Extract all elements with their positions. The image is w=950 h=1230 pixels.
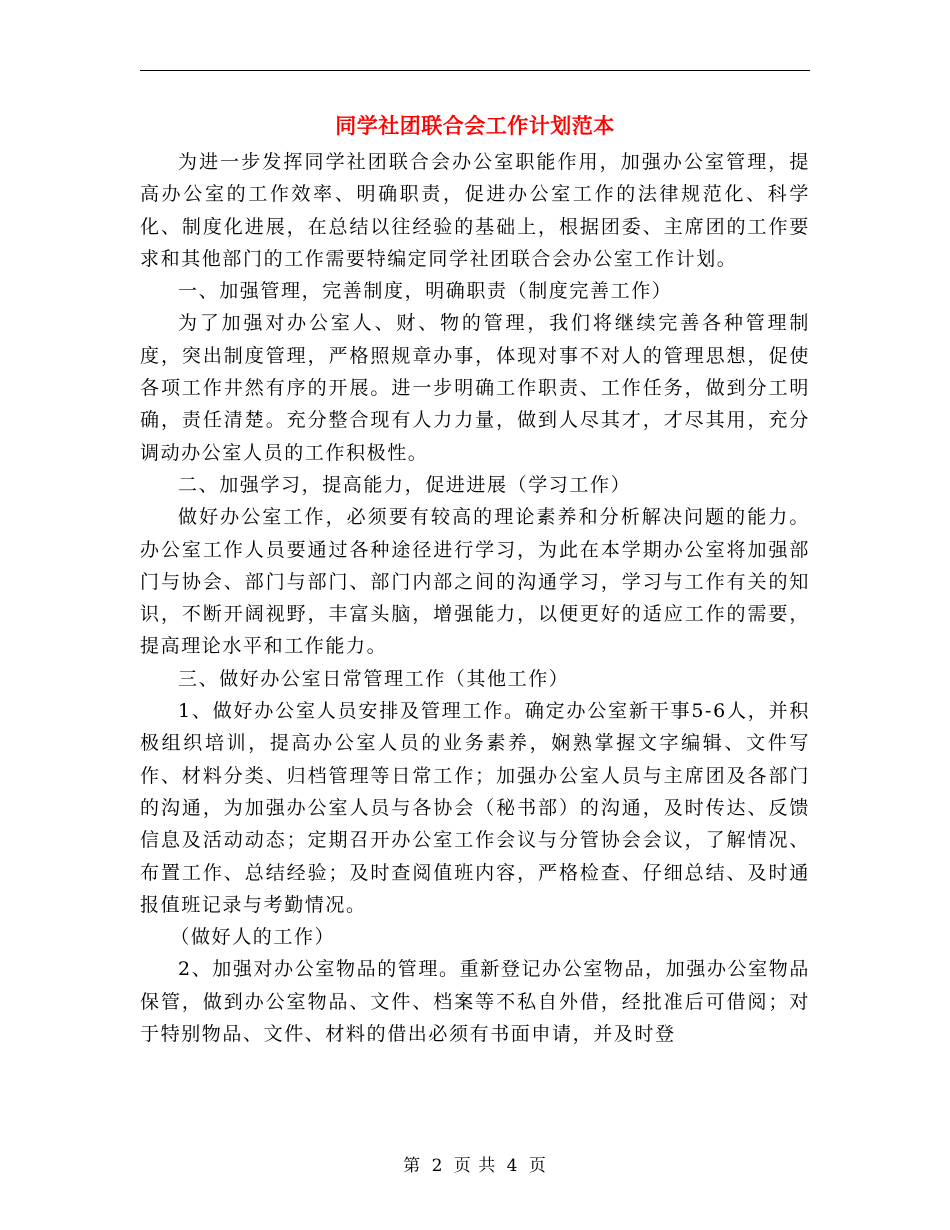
header-rule: [140, 70, 810, 71]
footer-suffix: 页: [528, 1156, 547, 1176]
footer-total-pages: 4: [506, 1156, 519, 1176]
section-heading-2: 二、加强学习，提高能力，促进进展（学习工作）: [178, 473, 632, 496]
document-body: [140, 146, 810, 1050]
paragraph-item-2: 2、加强对办公室物品的管理。重新登记办公室物品，加强办公室物品保管，做到办公室物品、文件、档案等不私自外借，经批准后可借阅；对于特别物品、文件、材料的借出必须有书面申请，并及时登: [140, 958, 810, 1046]
footer-middle: 页 共: [453, 1156, 497, 1176]
page-footer: [140, 1154, 810, 1178]
paragraph-section-1: 为了加强对办公室人、财、物的管理，我们将继续完善各种管理制度，突出制度管理，严格照规章办事，体现对事不对人的管理思想，促使各项工作井然有序的开展。进一步明确工作职责、工作任务，做到分工明确，责任清楚。充分整合现有人力力量，做到人尽其才，才尽其用，充分调动办公室人员的工作积极性。: [140, 312, 810, 464]
paragraph-section-2: 做好办公室工作，必须要有较高的理论素养和分析解决问题的能力。办公室工作人员要通过各种途径进行学习，为此在本学期办公室将加强部门与协会、部门与部门、部门内部之间的沟通学习，学习与工作有关的知识，不断开阔视野，丰富头脑，增强能力，以便更好的适应工作的需要，提高理论水平和工作能力。: [140, 506, 810, 658]
section-heading-1: 一、加强管理，完善制度，明确职责（制度完善工作）: [178, 280, 673, 303]
footer-prefix: 第: [403, 1156, 422, 1176]
paragraph-item-1: 1、做好办公室人员安排及管理工作。确定办公室新干事5-6人，并积极组织培训，提高办公室人员的业务素养，娴熟掌握文字编辑、文件写作、材料分类、归档管理等日常工作；加强办公室人员与主席团及各部门的沟通，为加强办公室人员与各协会（秘书部）的沟通，及时传达、反馈信息及活动动态；定期召开办公室工作会议与分管协会会议，了解情况、布置工作、总结经验；及时查阅值班内容，严格检查、仔细总结、及时通报值班记录与考勤情况。: [140, 700, 810, 916]
paragraph-note: （做好人的工作）: [170, 926, 336, 949]
section-heading-3: 三、做好办公室日常管理工作（其他工作）: [178, 667, 570, 690]
paragraph-intro: 为进一步发挥同学社团联合会办公室职能作用，加强办公室管理，提高办公室的工作效率、明确职责，促进办公室工作的法律规范化、科学化、制度化进展，在总结以往经验的基础上，根据团委、主席团的工作要求和其他部门的工作需要特编定同学社团联合会办公室工作计划。: [140, 151, 810, 270]
document-title: 同学社团联合会工作计划范本: [335, 113, 615, 138]
footer-current-page: 2: [431, 1156, 444, 1176]
